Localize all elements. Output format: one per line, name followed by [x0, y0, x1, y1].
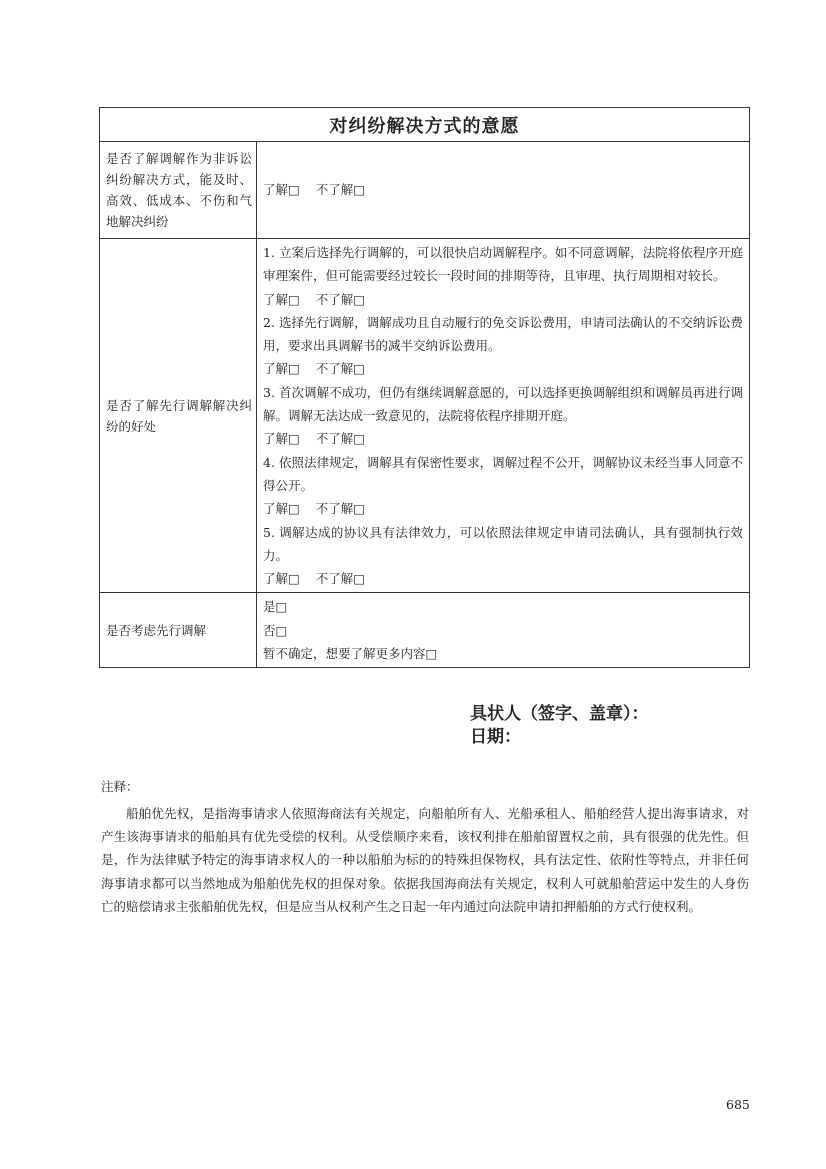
table-row: [100, 239, 750, 593]
row-content: [257, 593, 750, 668]
table-title: 对纠纷解决方式的意愿: [100, 108, 750, 142]
row-label: 是否考虑先行调解: [100, 593, 257, 668]
benefit-item-1: 1. 立案后选择先行调解的，可以很快启动调解程序。如不同意调解，法院将依程序开庭审理案件，但可能需要经过较长一段时间的排期等待，且审理、执行周期相对较长。: [263, 245, 743, 284]
row-label: 是否了解先行调解解决纠纷的好处: [100, 239, 257, 593]
signature-block: [470, 703, 649, 749]
signer-label: 具状人（签字、盖章）：: [470, 704, 649, 724]
page-number: 685: [726, 1097, 750, 1112]
understand-options: 了解□ 不了解□: [263, 431, 366, 447]
option-no: 否□: [263, 622, 288, 638]
row-content: [257, 142, 750, 239]
dispute-resolution-table: [99, 107, 750, 668]
option-undecided: 暂不确定，想要了解更多内容□: [263, 646, 438, 662]
understand-options: 了解□ 不了解□: [263, 361, 366, 377]
table-row: [100, 593, 750, 668]
row-label: 是否了解调解作为非诉讼纠纷解决方式，能及时、高效、低成本、不伤和气地解决纠纷: [100, 142, 257, 239]
row-content: [257, 239, 750, 593]
understand-options: 了解□ 不了解□: [263, 182, 366, 198]
benefit-item-5: 5. 调解达成的协议具有法律效力，可以依照法律规定申请司法确认，具有强制执行效力。: [263, 524, 743, 563]
benefit-item-3: 3. 首次调解不成功，但仍有继续调解意愿的，可以选择更换调解组织和调解员再进行调解。调解无法达成一致意见的，法院将依程序排期开庭。: [263, 384, 743, 424]
benefit-item-4: 4. 依照法律规定，调解具有保密性要求，调解过程不公开，调解协议未经当事人同意不得公开。: [263, 454, 743, 493]
date-label: 日期：: [470, 727, 521, 747]
understand-options: 了解□ 不了解□: [263, 571, 366, 587]
option-yes: 是□: [263, 599, 288, 615]
notes-body: 船舶优先权，是指海事请求人依照海商法有关规定，向船舶所有人、光船承租人、船舶经营人提出海事请求，对产生该海事请求的船舶具有优先受偿的权利。从受偿顺序来看，该权利排在船舶留置权之前，具有很强的优先性。但是，作为法律赋予特定的海事请求权人的一种以船舶为标的的特殊担保物权，具有法定性、依附性等特点，并非任何海事请求都可以当然地成为船舶优先权的担保对象。依据我国海商法有关规定，权利人可就船舶营运中发生的人身伤亡的赔偿请求主张船舶优先权，但是应当从权利产生之日起一年内通过向法院申请扣押船舶的方式行使权利。: [101, 806, 749, 914]
understand-options: 了解□ 不了解□: [263, 501, 366, 517]
table-row: [100, 142, 750, 239]
benefit-item-2: 2. 选择先行调解，调解成功且自动履行的免交诉讼费用，申请司法确认的不交纳诉讼费用，要求出具调解书的减半交纳诉讼费用。: [263, 314, 743, 354]
notes-label: 注释：: [101, 779, 139, 794]
understand-options: 了解□ 不了解□: [263, 291, 366, 307]
